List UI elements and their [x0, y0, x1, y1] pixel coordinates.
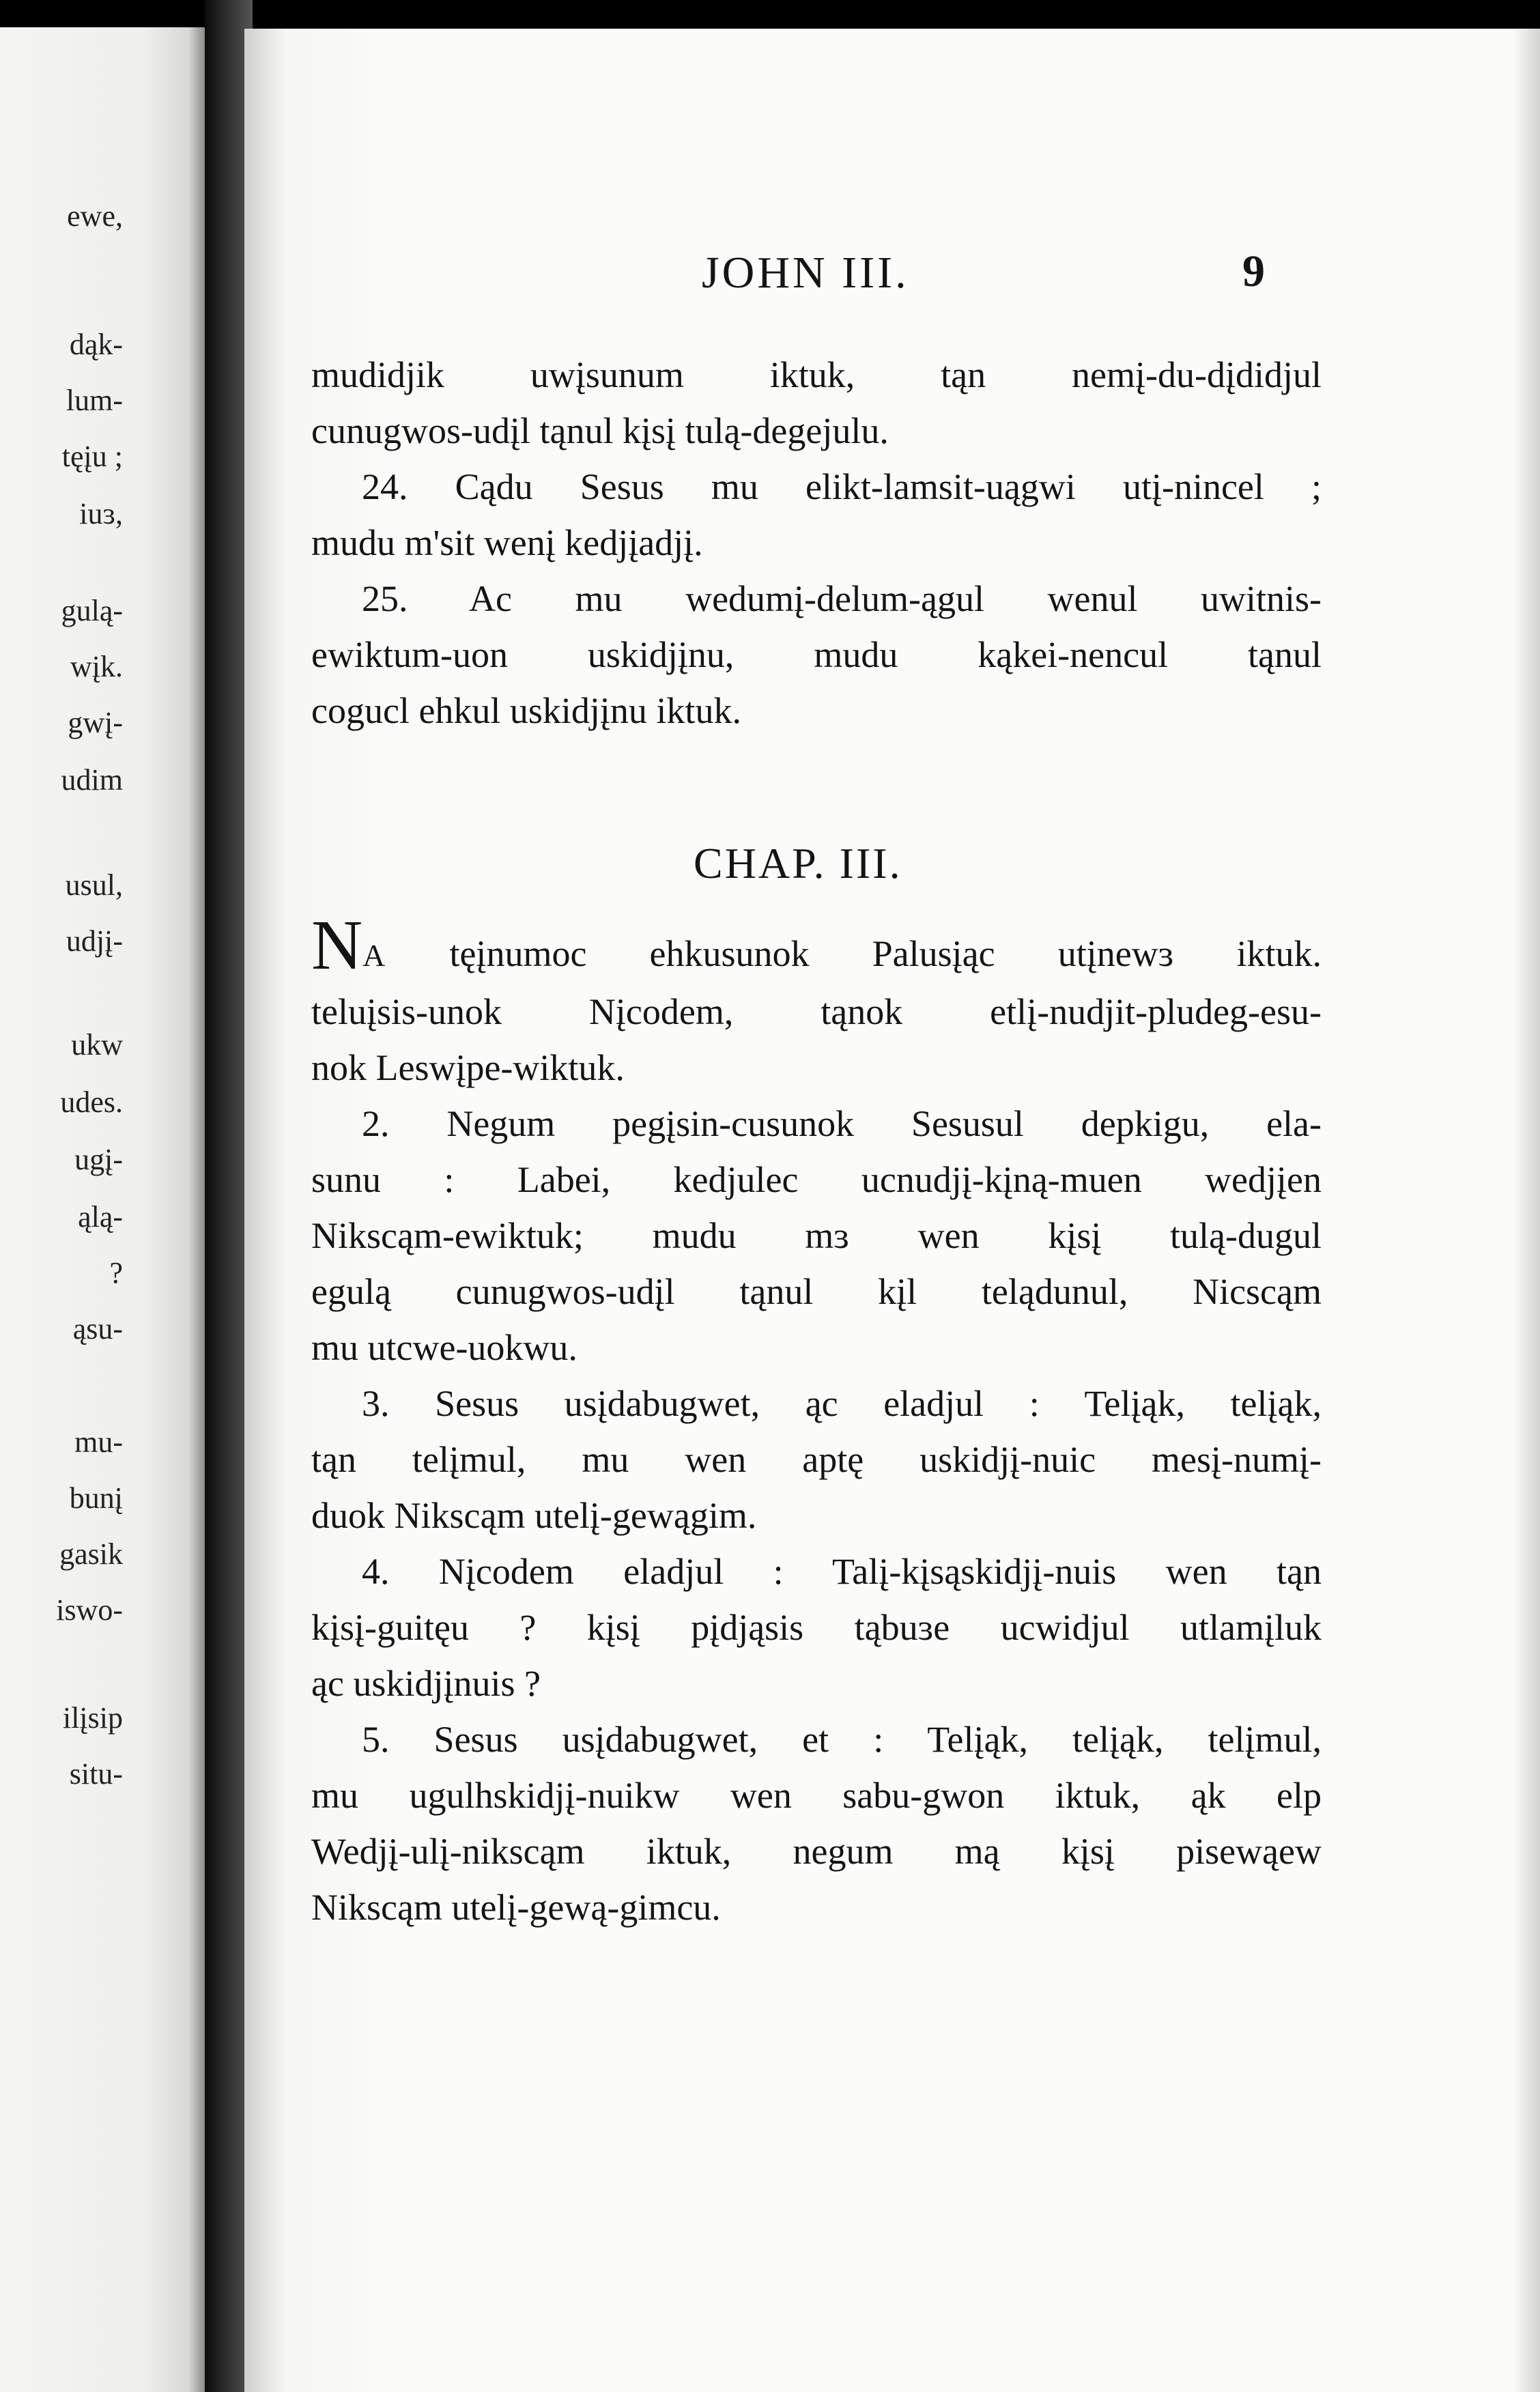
- facing-page-fragment: gwį-: [68, 706, 123, 739]
- text-line: kįsį-guitęu ? kįsį pįdjąsis tąbuɜe ucwidjul utlamįluk: [311, 1607, 1322, 1648]
- facing-page-fragment: udes.: [60, 1085, 123, 1119]
- facing-page-fragment: ugį-: [74, 1143, 123, 1176]
- verse-5: [311, 1711, 1322, 1935]
- facing-page-edge: [0, 27, 205, 2392]
- text-line: mudidjik uwįsunum iktuk, tąn nemį-du-dįdidjul: [311, 354, 1322, 395]
- facing-page-fragment: ąsu-: [72, 1312, 123, 1346]
- text-line: Nikscąm-ewiktuk; mudu mɜ wen kįsį tulą-dugul: [311, 1215, 1322, 1256]
- text-line: 2. Negum pegįsin-cusunok Sesusul depkigu, ela-: [362, 1103, 1322, 1144]
- facing-page-fragment: wįk.: [70, 650, 123, 683]
- verse-1: [311, 906, 1322, 1096]
- book-page: [244, 29, 1540, 2392]
- facing-page-fragment: ąlą-: [78, 1200, 123, 1234]
- text-line: 3. Sesus usįdabugwet, ąc eladjul : Telįąk, telįąk,: [362, 1383, 1322, 1424]
- verse-2: [311, 1096, 1322, 1376]
- text-line: cogucl ehkul uskidjįnu iktuk.: [311, 690, 741, 731]
- text-line: ewiktum-uon uskidjįnu, mudu kąkei-nencul tąnul: [311, 634, 1322, 675]
- text-line: mudu m'sit wenį kedjįadjį.: [311, 522, 703, 563]
- facing-page-fragment: tęįu ;: [61, 440, 123, 473]
- chapter-iii-text: [311, 906, 1322, 1935]
- facing-page-fragment: usul,: [65, 868, 123, 902]
- text-line: mu ugulhskidjį-nuikw wen sabu-gwon iktuk, ąk elp: [311, 1775, 1322, 1816]
- verse-23-continuation: [311, 347, 1322, 459]
- facing-page-fragment: situ-: [69, 1757, 123, 1791]
- text-line: 5. Sesus usįdabugwet, et : Telįąk, telįąk, telįmul,: [362, 1719, 1322, 1760]
- running-title: JOHN III.: [702, 248, 909, 298]
- text-line: nok Leswįpe-wiktuk.: [311, 1047, 625, 1088]
- text-line: duok Nikscąm utelį-gewągim.: [311, 1495, 757, 1536]
- facing-page-fragment: lum-: [66, 384, 123, 417]
- text-line: cunugwos-udįl tąnul kįsį tulą-degejulu.: [311, 410, 889, 451]
- text-line: mu utcwe-uokwu.: [311, 1327, 578, 1368]
- facing-page-fragment: bunį: [69, 1481, 123, 1515]
- text-line: Nikscąm utelį-gewą-gimcu.: [311, 1887, 721, 1928]
- drop-cap: N: [311, 906, 363, 984]
- facing-page-fragment: ukw: [71, 1028, 123, 1062]
- page-number: 9: [1242, 246, 1265, 296]
- chapter-heading: CHAP. III.: [694, 839, 902, 887]
- facing-page-fragment: dąk-: [69, 328, 123, 361]
- facing-page-fragment: ilįsip: [62, 1701, 123, 1735]
- facing-page-fragment: ewe,: [67, 199, 123, 233]
- verse-3: [311, 1376, 1322, 1543]
- text-line: 4. Nįcodem eladjul : Talį-kįsąskidjį-nuis wen tąn: [362, 1551, 1322, 1592]
- facing-page-fragment: iuɜ,: [79, 497, 123, 530]
- text-line: tąn telįmul, mu wen aptę uskidjį-nuic mesį-numį-: [311, 1439, 1322, 1480]
- text-line: sunu : Labei, kedjulec ucnudjį-kįną-muen wedjįen: [311, 1159, 1322, 1200]
- text-line-rest: tęįnumoc ehkusunok Palusįąc utįnewɜ iktuk.: [386, 933, 1322, 974]
- text-line: teluįsis-unok Nįcodem, tąnok etlį-nudjit-pludeg-esu-: [311, 991, 1322, 1032]
- facing-page-fragment: udjį-: [66, 924, 123, 958]
- facing-page-fragment: iswo-: [56, 1593, 123, 1627]
- facing-page-fragment: udim: [61, 763, 123, 797]
- facing-page-fragment: mu-: [74, 1425, 123, 1459]
- facing-page-fragment: gasik: [59, 1537, 123, 1571]
- text-line: 25. Ac mu wedumį-delum-ągul wenul uwitnis-: [362, 578, 1322, 619]
- chapter-ii-end: [311, 347, 1322, 739]
- small-cap: A: [362, 938, 387, 973]
- page-edge-shadow: [1513, 29, 1540, 2392]
- text-line: Wedjį-ulį-nikscąm iktuk, negum mą kįsį pisewąew: [311, 1831, 1322, 1872]
- text-line: ąc uskidjįnuis ?: [311, 1663, 541, 1704]
- text-line: egulą cunugwos-udįl tąnul kįl telądunul, Nicscąm: [311, 1271, 1322, 1312]
- verse-4: [311, 1543, 1322, 1711]
- verse-25: [311, 571, 1322, 739]
- facing-page-fragment: ?: [109, 1256, 123, 1290]
- facing-page-fragment: gulą-: [61, 594, 123, 627]
- text-line: [311, 906, 1322, 984]
- verse-24: [311, 459, 1322, 571]
- text-line: 24. Cądu Sesus mu elikt-lamsit-uągwi utį-nincel ;: [362, 466, 1322, 507]
